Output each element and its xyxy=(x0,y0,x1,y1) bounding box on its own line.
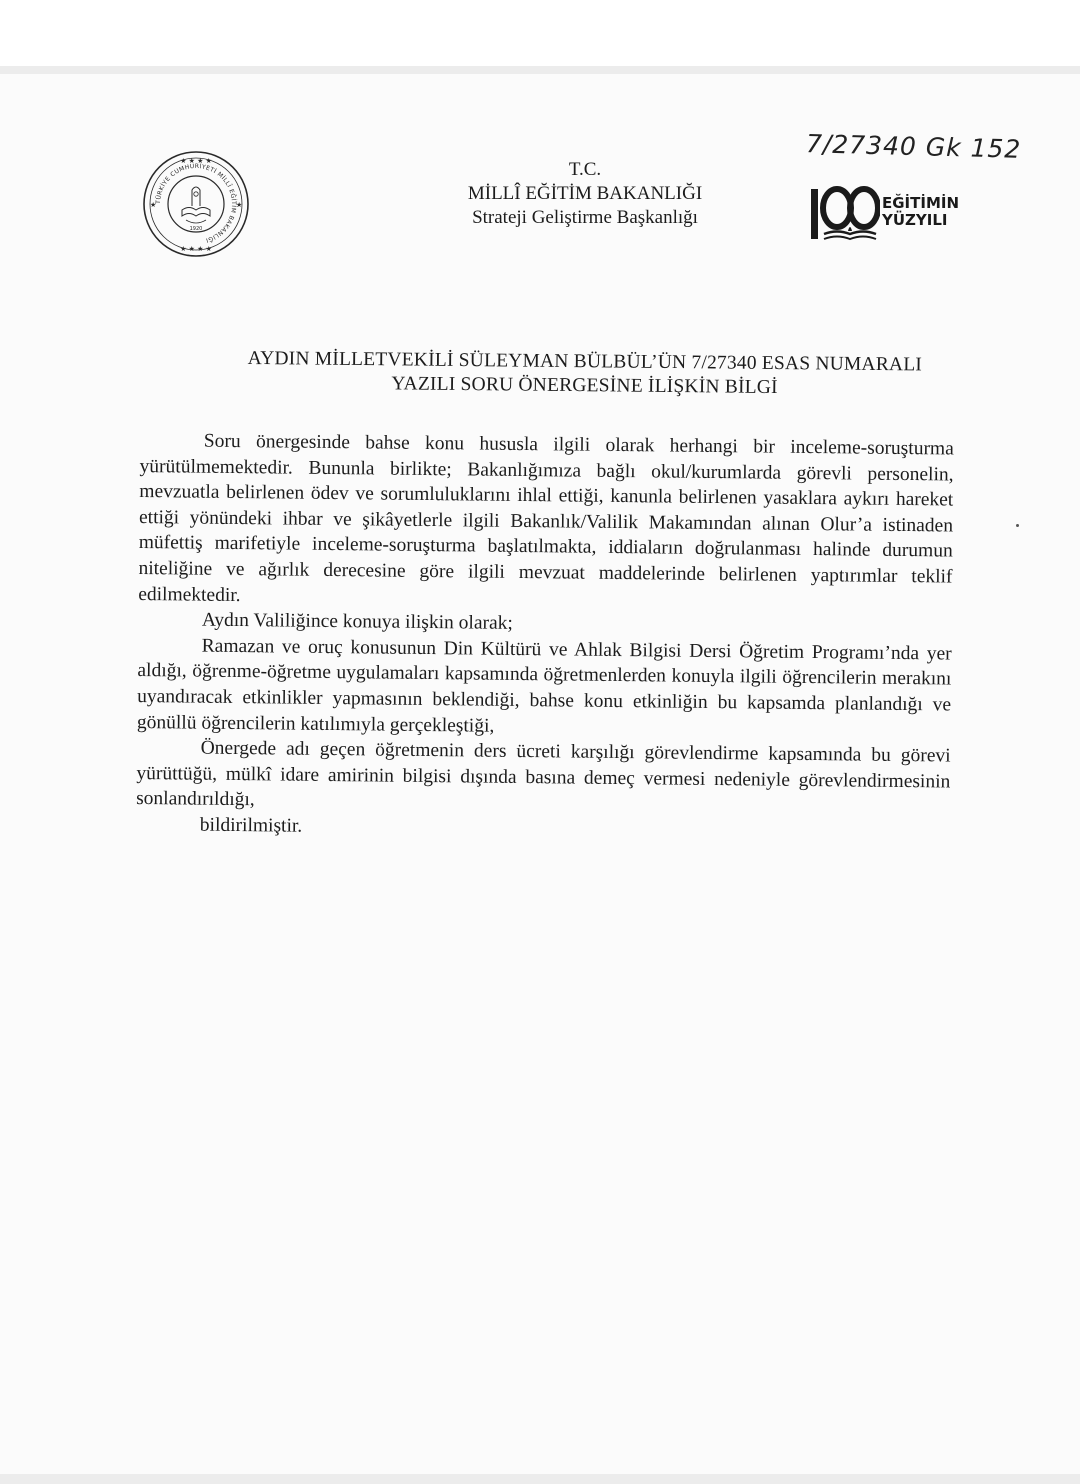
ministry-seal-icon xyxy=(142,150,250,258)
letterhead xyxy=(430,158,740,230)
seal-year: 1920 xyxy=(189,226,203,232)
centenary-word-1: EĞİTİMİN xyxy=(882,194,960,212)
centenary-word-2: YÜZYILI xyxy=(882,211,948,229)
letterhead-country: T.C. xyxy=(568,159,602,180)
svg-text:★: ★ xyxy=(150,201,157,209)
svg-text:★ ★ ★ ★: ★ ★ ★ ★ xyxy=(180,157,212,165)
svg-text:★ ★ ★ ★: ★ ★ ★ ★ xyxy=(180,245,212,253)
title-line-2: YAZILI SORU ÖNERGESİNE İLİŞKİN BİLGİ xyxy=(391,373,778,399)
letterhead-ministry: MİLLÎ EĞİTİM BAKANLIĞI xyxy=(467,183,703,204)
body-paragraph-3: Ramazan ve oruç konusunun Din Kültürü ve Ahlak Bilgisi Dersi Öğretim Programı’nda yer aldığı, öğrenme-öğretme uygulamaları kapsamında öğretmenlerden konuyla ilgili öğrencilerin merakını uyandıracak etkinlikler yapmasının beklendiği, bahse konu etkinliğin bu kapsamda planlandığı ve gönüllü öğrencilerin katılımıyla gerçekleştiği, xyxy=(136,635,952,737)
centenary-logo xyxy=(808,185,968,247)
letterhead-department: Strateji Geliştirme Başkanlığı xyxy=(472,207,698,228)
top-margin-strip xyxy=(0,0,1080,66)
handwritten-reference-note: 7/27340 Gk 152 xyxy=(805,129,1022,164)
document-title xyxy=(150,346,1020,402)
svg-text:★: ★ xyxy=(236,201,243,209)
title-line-1: AYDIN MİLLETVEKİLİ SÜLEYMAN BÜLBÜL’ÜN 7/27340 ESAS NUMARALI xyxy=(247,347,923,376)
centenary-100-icon xyxy=(808,185,880,247)
seal-text: TÜRKİYE CUMHURİYETİ MİLLÎ EĞİTİM BAKANLIĞI xyxy=(154,162,238,244)
body-paragraph-1: Soru önergesinde bahse konu hususla ilgili olarak herhangi bir inceleme-soruşturma yürütülmemektedir. Bununla birlikte; Bakanlığımıza bağlı okul/kurumlarda görevli personelin, mevzuatla belirlenen ödev ve sorumluluklarını ihlal ettiği, kanunla belirlenen yasaklara aykırı hareket ettiği yönündeki ihbar ve şikâyetlerle ilgili Bakanlık/Valilik Makamından alınan Olur’a istinaden müfettiş marifetiyle inceleme-soruşturma başlatılmakta, iddiaların doğrulanması halinde durumun niteliğine ve ağırlık derecesine göre ilgili mevzuat maddelerinde belirlenen yaptırımlar teklif edilmektedir. xyxy=(138,430,954,606)
body-paragraph-5: bildirilmiştir. xyxy=(199,814,303,837)
body-paragraph-4: Önergede adı geçen öğretmenin ders ücreti karşılığı görevlendirme kapsamında bu görevi yürüttüğü, mülkî idare amirinin bilgisi dışında basına demeç vermesi nedeniyle görevlendirmesinin sonlandırıldığı, xyxy=(136,737,951,811)
body-paragraph-2: Aydın Valiliğince konuya ilişkin olarak; xyxy=(201,609,513,635)
document-body xyxy=(136,428,954,846)
scan-speck xyxy=(1016,524,1019,527)
